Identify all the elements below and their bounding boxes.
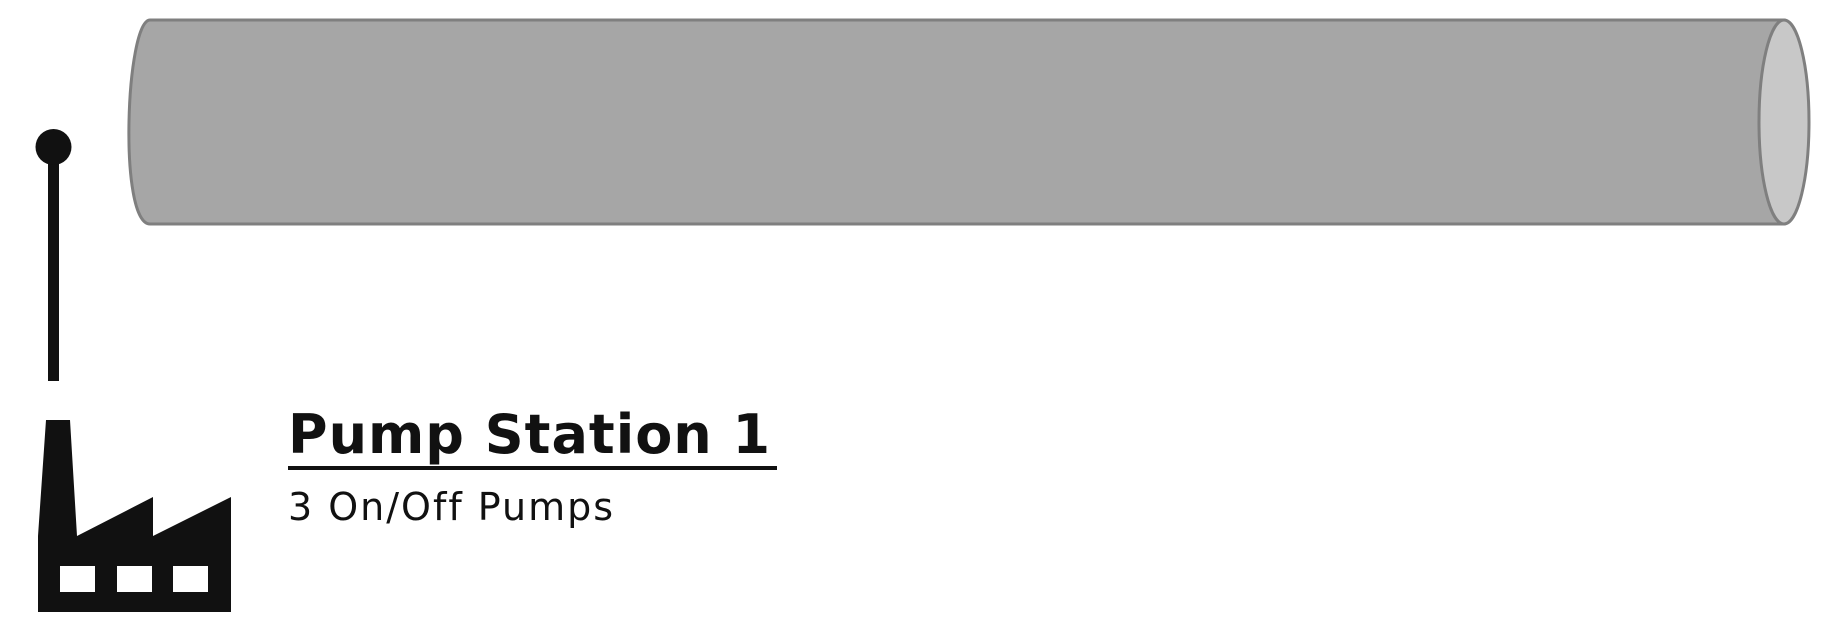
pin-marker-stem [48,150,59,381]
station-subtitle: 3 On/Off Pumps [288,485,616,529]
pipe-segment[interactable] [129,20,1809,224]
pin-marker-icon [36,129,72,381]
station-title: Pump Station 1 [288,404,777,470]
pin-marker-head [36,129,72,165]
factory-window-3 [173,566,208,592]
factory-icon[interactable] [38,420,231,612]
factory-window-2 [117,566,152,592]
factory-window-1 [60,566,95,592]
pipe-end-cap [1759,20,1809,224]
pipe-body [129,20,1784,224]
